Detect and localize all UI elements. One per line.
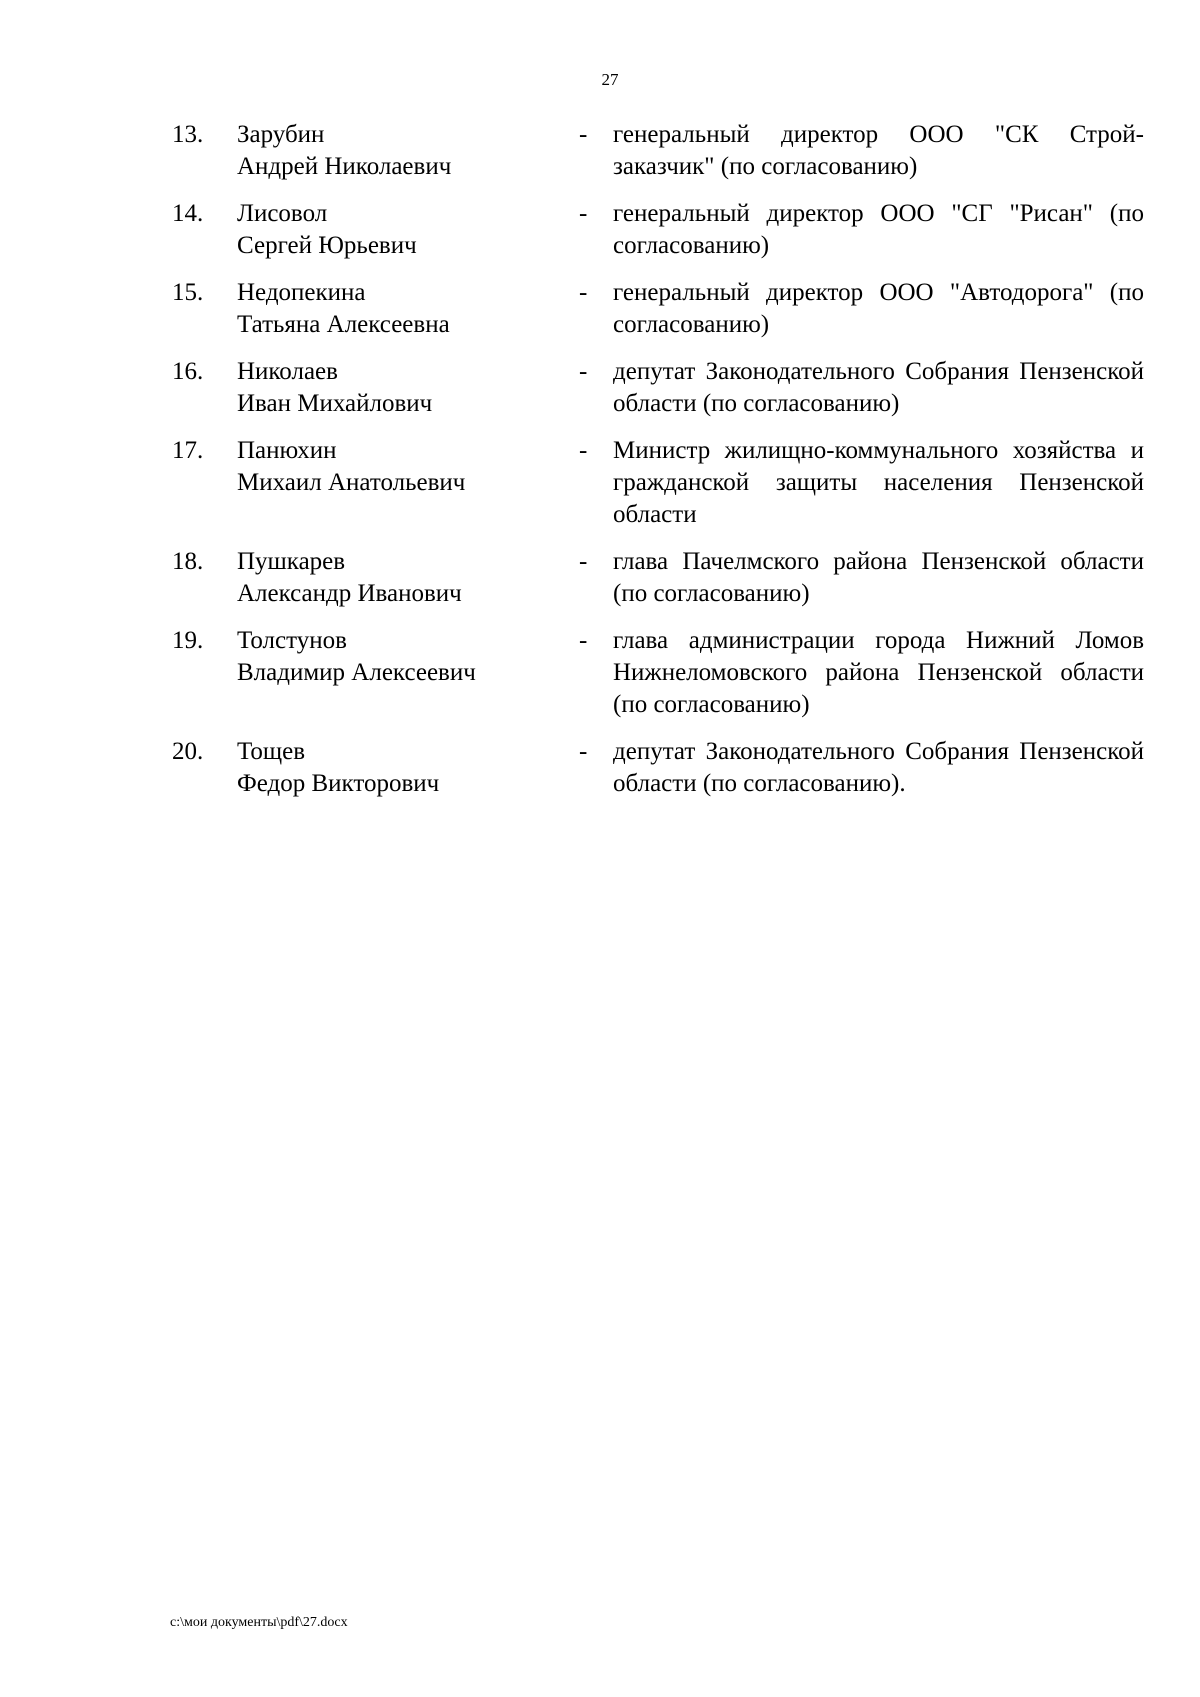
dash: - xyxy=(579,279,588,306)
person-name xyxy=(237,435,567,499)
list-item xyxy=(0,198,1200,262)
person-name xyxy=(237,736,567,800)
list-item xyxy=(0,625,1200,721)
position-description: генеральный директор ООО "СК Строй-заказчик" (по согласованию) xyxy=(613,121,1144,180)
position-description: глава Пачелмского района Пензенской области (по согласованию) xyxy=(613,548,1144,607)
position-description: депутат Законодательного Собрания Пензенской области (по согласованию). xyxy=(613,738,1144,797)
given-name: Михаил Анатольевич xyxy=(237,469,466,496)
person-name xyxy=(237,277,567,341)
surname: Толстунов xyxy=(237,627,347,654)
list-item xyxy=(0,277,1200,341)
list-item xyxy=(0,356,1200,420)
dash: - xyxy=(579,358,588,385)
list-item xyxy=(0,546,1200,610)
given-name: Александр Иванович xyxy=(237,580,462,607)
surname: Пушкарев xyxy=(237,548,346,575)
item-number: 18. xyxy=(172,548,204,575)
list-item xyxy=(0,119,1200,183)
dash: - xyxy=(579,200,588,227)
position-description: депутат Законодательного Собрания Пензенской области (по согласованию) xyxy=(613,358,1144,417)
item-number: 17. xyxy=(172,437,204,464)
position-description: генеральный директор ООО "Автодорога" (по согласованию) xyxy=(613,279,1144,338)
item-number: 13. xyxy=(172,121,204,148)
surname: Недопекина xyxy=(237,279,366,306)
given-name: Сергей Юрьевич xyxy=(237,232,417,259)
position-description: Министр жилищно-коммунального хозяйства и гражданской защиты населения Пензенской области xyxy=(613,437,1144,528)
person-name xyxy=(237,198,567,262)
item-number: 15. xyxy=(172,279,204,306)
member-list xyxy=(0,119,1200,815)
surname: Панюхин xyxy=(237,437,337,464)
surname: Лисовол xyxy=(237,200,328,227)
person-name xyxy=(237,356,567,420)
page-number: 27 xyxy=(601,70,619,89)
person-name xyxy=(237,625,567,689)
person-name xyxy=(237,546,567,610)
item-number: 19. xyxy=(172,627,204,654)
given-name: Иван Михайлович xyxy=(237,390,433,417)
list-item xyxy=(0,736,1200,800)
dash: - xyxy=(579,121,588,148)
surname: Тощев xyxy=(237,738,306,765)
surname: Николаев xyxy=(237,358,338,385)
given-name: Татьяна Алексеевна xyxy=(237,311,450,338)
item-number: 16. xyxy=(172,358,204,385)
list-item xyxy=(0,435,1200,531)
item-number: 20. xyxy=(172,738,204,765)
dash: - xyxy=(579,548,588,575)
dash: - xyxy=(579,738,588,765)
surname: Зарубин xyxy=(237,121,325,148)
item-number: 14. xyxy=(172,200,204,227)
dash: - xyxy=(579,437,588,464)
position-description: генеральный директор ООО "СГ "Рисан" (по согласованию) xyxy=(613,200,1144,259)
given-name: Федор Викторович xyxy=(237,770,440,797)
position-description: глава администрации города Нижний Ломов Нижнеломовского района Пензенской области (по согласованию) xyxy=(613,627,1144,718)
file-path-footer: c:\мои документы\pdf\27.docx xyxy=(170,1615,348,1630)
given-name: Владимир Алексеевич xyxy=(237,659,476,686)
dash: - xyxy=(579,627,588,654)
given-name: Андрей Николаевич xyxy=(237,153,452,180)
person-name xyxy=(237,119,567,183)
